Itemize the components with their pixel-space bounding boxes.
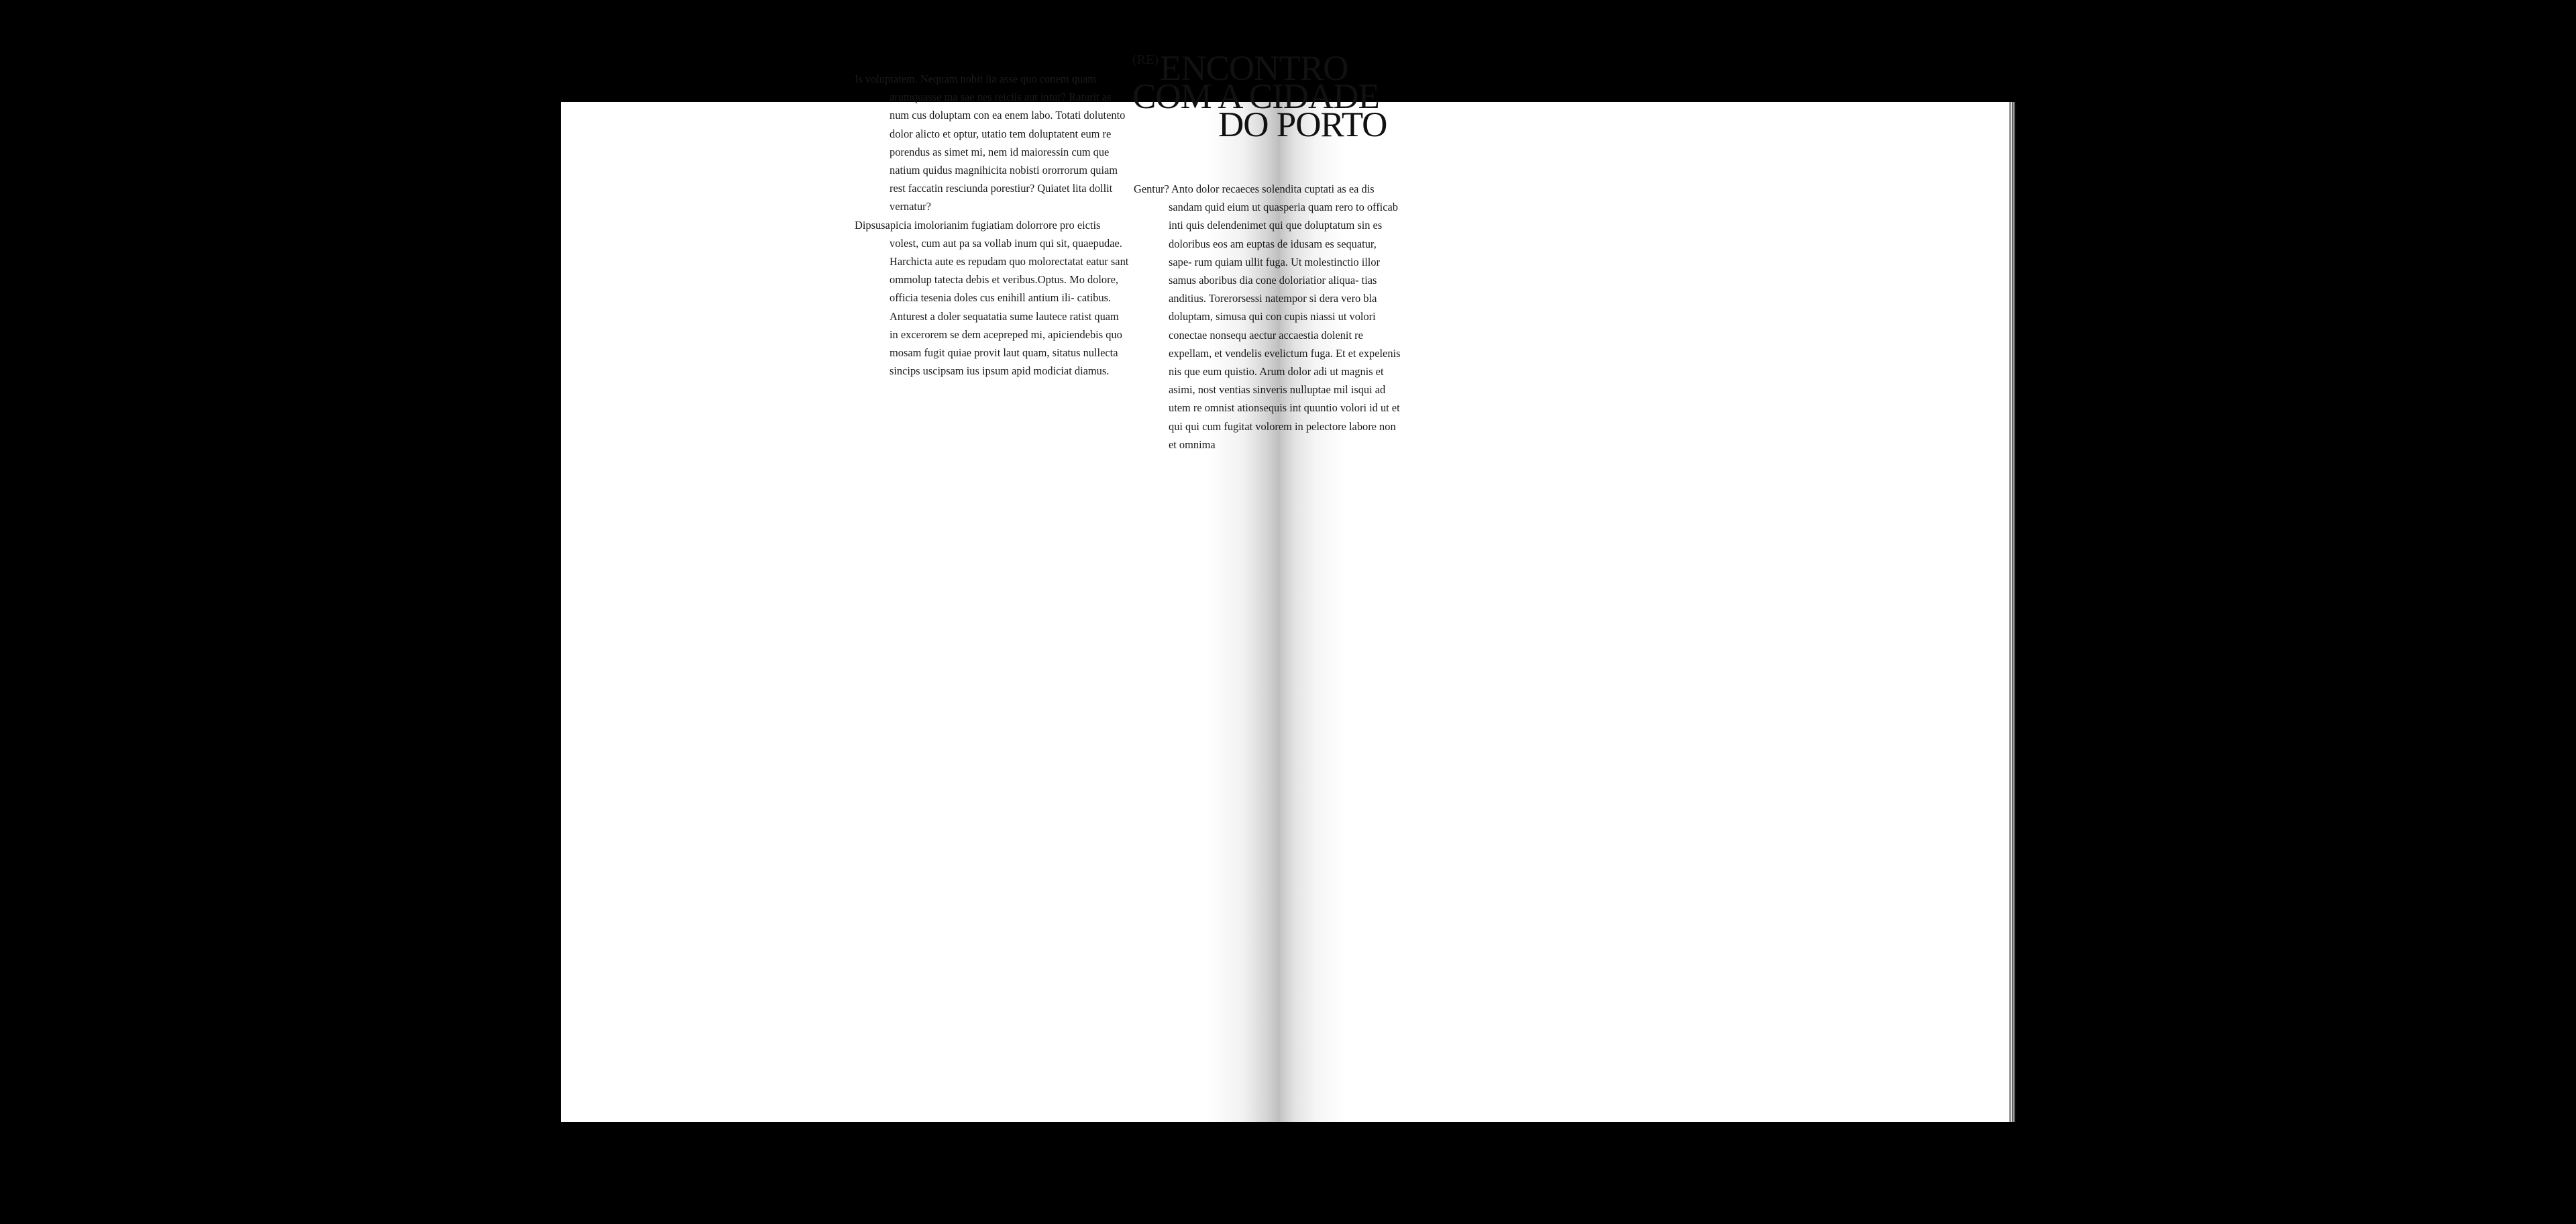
body-column-right (1134, 180, 1402, 454)
title-line-2: COM A CIDADE (1132, 77, 1379, 116)
body-paragraph: Is voluptatem. Nequam nobit lia asse quo conem quam arumquasse ma sae nes reiciis aut intur? Raturit as num cus doluptam con ea enem labo. Totati dolutento dolor alicto et optur, utatio tem doluptatent eum re porendus as simet mi, nem id maioressin cum que natium quidus magnihicita nobisti ororrorum quiam rest faccatin resciunda porestiur? Quiatet lita dollit vernatur? (855, 72, 1126, 213)
title-prefix: (RE) (1132, 52, 1159, 67)
body-column-left (855, 70, 1130, 380)
title-line-1-text: ENCONTRO (1159, 49, 1348, 88)
title-line-3: DO PORTO (1218, 105, 1387, 144)
body-paragraph: Gentur? Anto dolor recaeces solendita cuptati as ea dis sandam quid eium ut quasperia quam rero to officab inti quis delendenimet qui que doluptatum sin es doloribus eos am euptas de idusam es sequatur, sape- rum quiam ullit fuga. Ut molestinctio illor samus aboribus dia cone doloriatior aliqua- tias anditius. Torerorsessi natempor si dera vero bla doluptam, simusa qui con cupis niassi ut volori conectae nonsequ aectur accaestia dolenit re expellam, et vendelis evelictum fuga. Et et expelenis nis que eum quistio. Arum dolor adi ut magnis et asimi, nost ventias sinveris nulluptae mil isqui ad utem re omnist ationsequis int quuntio volori id ut et qui qui cum fugitat volorem in pelectore labore non et omnima (1134, 183, 1401, 451)
article-title (1132, 46, 1401, 144)
page-edge (2007, 102, 2017, 1122)
body-paragraph: Dipsusapicia imolorianim fugiatiam dolorrore pro eictis volest, cum aut pa sa vollab inum qui sit, quaepudae. Harchicta aute es repudam quo molorectatat eatur sant ommolup tatecta debis et veribus.Optus. Mo dolore, officia tesenia doles cus enihill antium ili- catibus. Anturest a doler sequatatia sume lautece ratist quam in excerorem se dem acepreped mi, apiciendebis quo mosam fugit quiae provit laut quam, sitatus nullecta sincips uscipsam ius ipsum apid modiciat diamus. (855, 218, 1129, 378)
